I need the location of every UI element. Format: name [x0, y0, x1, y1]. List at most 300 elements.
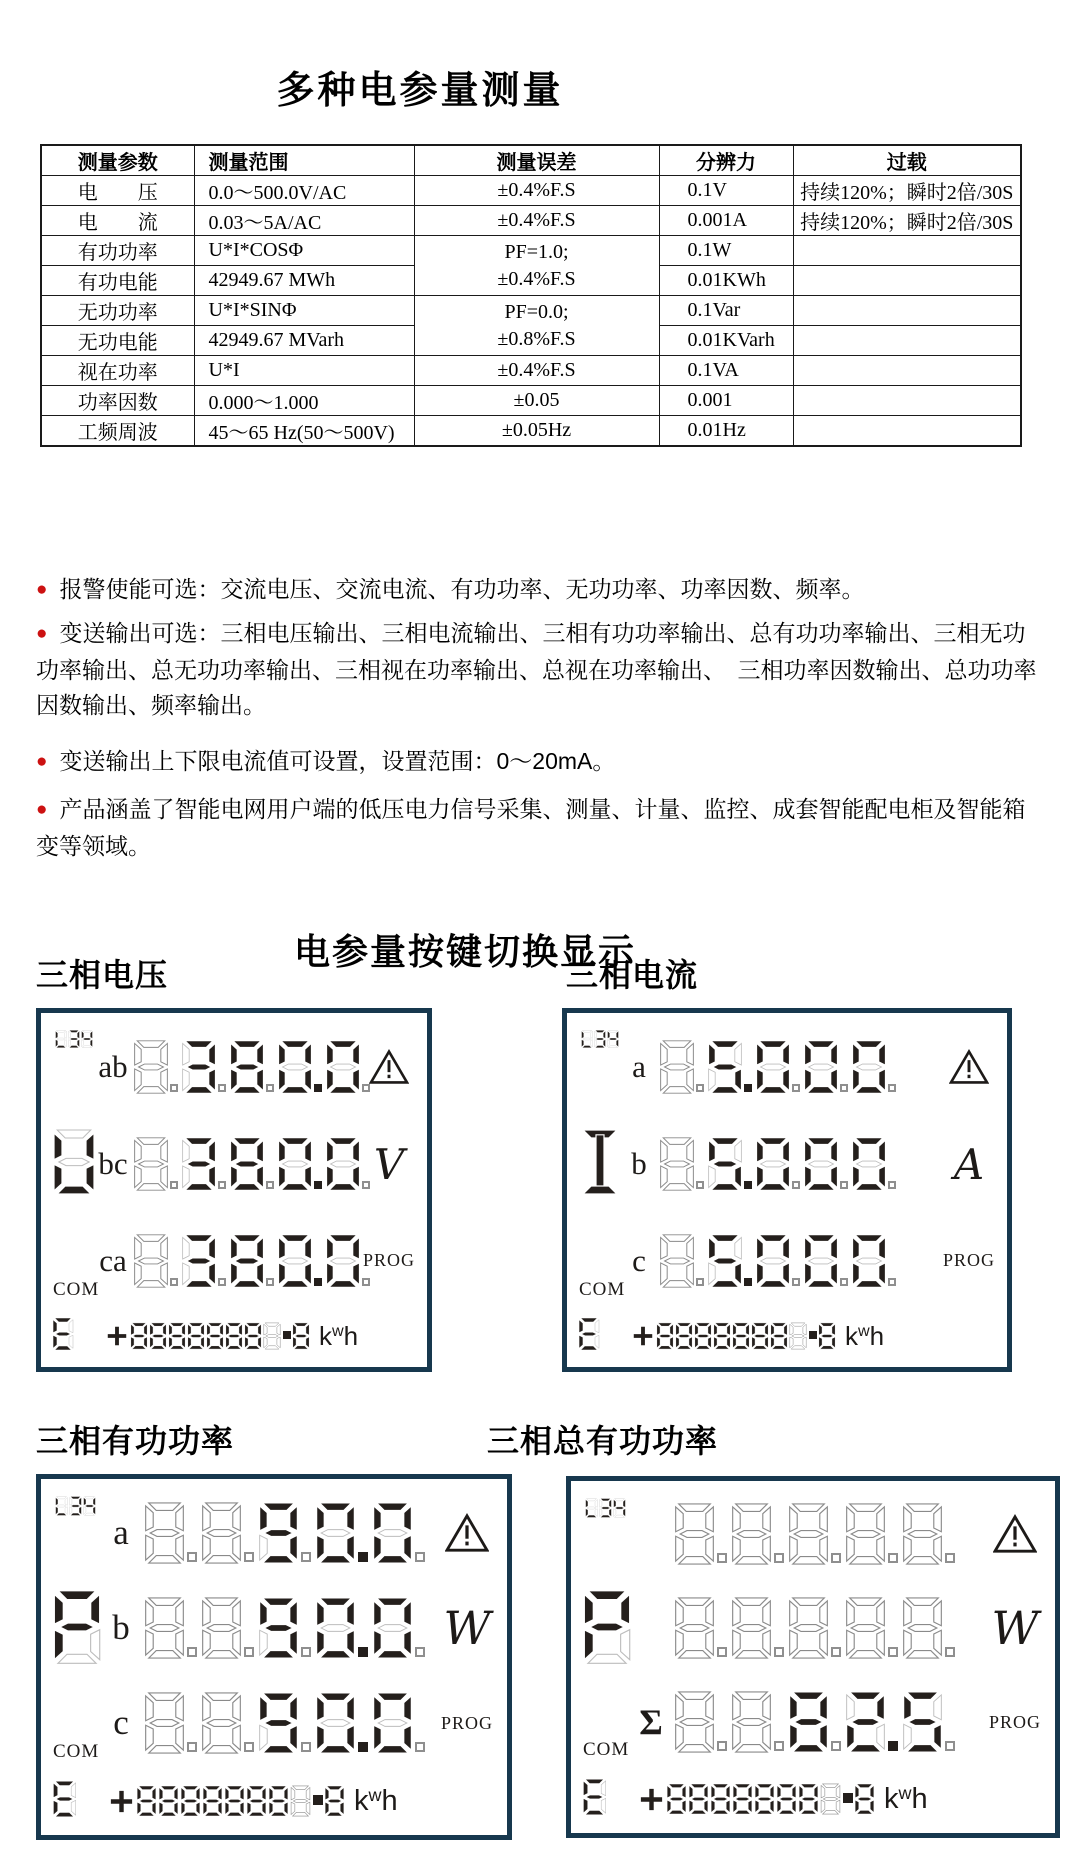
decimal-point — [301, 1552, 311, 1562]
lcd-digit — [181, 1039, 227, 1095]
lcd-digit — [851, 1039, 897, 1095]
decimal-point — [187, 1647, 197, 1657]
decimal-point — [244, 1742, 254, 1752]
lcd-value-row — [143, 1485, 437, 1580]
phase-row-label: b — [112, 1607, 130, 1647]
lcd-right-column — [985, 1487, 1045, 1769]
decimal-point — [945, 1647, 955, 1657]
lcd-digit — [371, 1501, 426, 1565]
com-label: COM — [579, 1279, 626, 1300]
decimal-point — [840, 1181, 848, 1189]
lcd-value-row — [673, 1581, 985, 1675]
energy-digit — [206, 1322, 224, 1350]
table-row — [41, 176, 1021, 206]
decimal-point — [314, 1278, 322, 1286]
energy-digit — [732, 1783, 753, 1815]
cell-error: ±0.05Hz — [414, 416, 659, 447]
energy-digit — [149, 1322, 167, 1350]
cell-range: U*I*COSΦ — [194, 236, 414, 266]
lcd-digit — [844, 1502, 899, 1566]
plus-sign-icon — [110, 1790, 133, 1813]
cell-overload — [793, 386, 1021, 416]
energy-decimal-point — [283, 1331, 291, 1339]
lcd-digits-area — [143, 1485, 437, 1771]
cell-range: 0.03～5A/AC — [194, 206, 414, 236]
phase-row-label: c — [113, 1703, 129, 1743]
lcd-digit — [371, 1691, 426, 1755]
decimal-point — [358, 1647, 368, 1657]
lcd-digit — [143, 1596, 198, 1660]
energy-digit — [688, 1783, 709, 1815]
energy-digit — [268, 1785, 289, 1817]
cell-resolution: 0.1VA — [659, 356, 793, 386]
decimal-point — [266, 1181, 274, 1189]
lcd-digit — [229, 1233, 275, 1289]
cell-resolution: 0.001 — [659, 386, 793, 416]
phase-row-label — [629, 1581, 673, 1675]
lcd-right-column — [941, 1019, 997, 1309]
lcd-digit — [229, 1136, 275, 1192]
phase-row-label: Σ — [639, 1702, 663, 1742]
cell-resolution: 0.1W — [659, 236, 793, 266]
cell-range: 45～65 Hz(50～500V) — [194, 416, 414, 447]
decimal-point — [301, 1742, 311, 1752]
phase-labels-column — [99, 1485, 143, 1771]
decimal-point — [415, 1647, 425, 1657]
decimal-point — [266, 1084, 274, 1092]
lcd-panel-voltage — [36, 1008, 432, 1372]
lcd-digit — [257, 1691, 312, 1755]
warning-icon — [361, 1019, 417, 1116]
phase-row-label — [629, 1487, 673, 1581]
phase-letter — [578, 1127, 622, 1202]
lcd-digit — [181, 1136, 227, 1192]
bullet-output-range — [36, 744, 1044, 781]
decimal-point — [187, 1742, 197, 1752]
decimal-point — [244, 1552, 254, 1562]
decimal-point — [717, 1553, 727, 1563]
energy-row — [51, 1309, 417, 1363]
cell-error-merged: PF=0.0; ±0.8%F.S — [414, 296, 659, 356]
decimal-point — [888, 1084, 896, 1092]
cell-error: ±0.4%F.S — [414, 206, 659, 236]
decimal-point — [888, 1278, 896, 1286]
energy-digit — [187, 1322, 205, 1350]
bullet-dot: ● — [36, 751, 48, 772]
decimal-point — [840, 1278, 848, 1286]
energy-row — [51, 1771, 497, 1831]
lcd-digit — [707, 1039, 753, 1095]
lcd-digit — [200, 1501, 255, 1565]
phase-labels-column — [629, 1487, 673, 1769]
lcd-value-row — [673, 1487, 985, 1581]
energy-digit — [798, 1783, 819, 1815]
decimal-point — [888, 1741, 898, 1751]
energy-label — [577, 1317, 601, 1356]
bullet-text: 产品涵盖了智能电网用户端的低压电力信号采集、测量、计量、监控、成套智能配电柜及智能箱变等领域。 — [36, 796, 1026, 859]
cell-overload: 持续120%；瞬时2倍/30S — [793, 176, 1021, 206]
lcd-digit — [659, 1039, 705, 1095]
plus-sign-icon — [633, 1326, 653, 1346]
phase-letter — [52, 1127, 96, 1202]
lcd-value-row — [133, 1019, 361, 1116]
lcd-value-row — [133, 1116, 361, 1213]
energy-digit — [818, 1322, 836, 1350]
cell-resolution: 0.1V — [659, 176, 793, 206]
lcd-value-row — [659, 1116, 941, 1213]
energy-digit — [130, 1322, 148, 1350]
lcd-digit — [901, 1502, 956, 1566]
section-title: 电参量按键切换显示 — [293, 930, 636, 972]
cell-resolution: 0.001A — [659, 206, 793, 236]
lcd-digit — [314, 1691, 369, 1755]
cell-error-merged: PF=1.0; ±0.4%F.S — [414, 236, 659, 296]
energy-digit — [675, 1322, 693, 1350]
cell-range: 42949.67 MVarh — [194, 326, 414, 356]
cell-param: 功率因数 — [41, 386, 194, 416]
phase-labels-column — [93, 1019, 133, 1309]
lcd-digit — [371, 1596, 426, 1660]
lcd-digit — [707, 1233, 753, 1289]
lcd-digit — [257, 1596, 312, 1660]
col-header: 分辨力 — [659, 145, 793, 176]
lcd-digit — [673, 1596, 728, 1660]
lcd-digit — [803, 1233, 849, 1289]
energy-label — [51, 1780, 78, 1823]
lcd-left-column — [577, 1019, 626, 1309]
energy-decimal-point — [313, 1795, 323, 1805]
lcd-digit — [730, 1596, 785, 1660]
bullet-dot: ● — [36, 623, 48, 644]
lcd-digit — [277, 1233, 323, 1289]
plus-sign-icon — [107, 1326, 127, 1346]
unit-label: A — [953, 1139, 985, 1189]
decimal-point — [792, 1084, 800, 1092]
decimal-point — [744, 1181, 752, 1189]
energy-digit — [666, 1783, 687, 1815]
decimal-point — [774, 1647, 784, 1657]
decimal-point — [218, 1181, 226, 1189]
decimal-point — [415, 1552, 425, 1562]
decimal-point — [170, 1084, 178, 1092]
lcd-panel-total-active-power — [566, 1476, 1060, 1838]
table-row — [41, 416, 1021, 447]
decimal-point — [831, 1647, 841, 1657]
cell-range: U*I*SINΦ — [194, 296, 414, 326]
bullet-text: 变送输出上下限电流值可设置，设置范围：0～20mA。 — [59, 748, 616, 774]
lcd-digit — [181, 1233, 227, 1289]
cell-param: 电 压 — [41, 176, 194, 206]
energy-digit — [754, 1783, 775, 1815]
bullet-applications — [36, 792, 1044, 864]
panel-heading-current: 三相电流 — [566, 957, 699, 993]
lcd-panel-current — [562, 1008, 1012, 1372]
lcd-digit — [844, 1596, 899, 1660]
phase-row-label: a — [113, 1512, 129, 1552]
lcd-digit — [755, 1039, 801, 1095]
decimal-point — [744, 1084, 752, 1092]
lcd-left-column — [581, 1487, 629, 1769]
lcd-digit — [277, 1039, 323, 1095]
bullet-dot: ● — [36, 799, 48, 820]
lcd-digit — [673, 1502, 728, 1566]
decimal-point — [301, 1647, 311, 1657]
cell-resolution: 0.01Hz — [659, 416, 793, 447]
decimal-point — [218, 1084, 226, 1092]
energy-digit — [244, 1322, 262, 1350]
warning-icon — [985, 1487, 1045, 1581]
table-row — [41, 356, 1021, 386]
lcd-digit — [707, 1136, 753, 1192]
energy-ghost-digit — [290, 1785, 311, 1817]
lcd-digit — [730, 1502, 785, 1566]
decimal-point — [170, 1278, 178, 1286]
lcd-value-row — [143, 1676, 437, 1771]
wiring-mode-indicator — [585, 1497, 626, 1519]
lcd-digits-area — [673, 1487, 985, 1769]
warning-icon — [941, 1019, 997, 1116]
com-label: COM — [583, 1739, 630, 1760]
cell-overload: 持续120%；瞬时2倍/30S — [793, 206, 1021, 236]
cell-resolution: 0.01KVarh — [659, 326, 793, 356]
cell-overload — [793, 356, 1021, 386]
decimal-point — [792, 1278, 800, 1286]
wiring-mode-indicator — [581, 1029, 619, 1049]
energy-decimal-point — [843, 1793, 853, 1803]
energy-ghost-digit — [789, 1322, 807, 1350]
cell-overload — [793, 236, 1021, 266]
lcd-right-column — [361, 1019, 417, 1309]
cell-overload — [793, 326, 1021, 356]
spec-table-body — [41, 145, 1021, 446]
cell-range: 0.0～500.0V/AC — [194, 176, 414, 206]
lcd-digit — [844, 1690, 899, 1754]
energy-digit — [136, 1785, 157, 1817]
energy-label — [581, 1778, 608, 1821]
wiring-mode-indicator — [55, 1029, 93, 1049]
energy-row — [581, 1769, 1045, 1829]
energy-ghost-digit — [820, 1783, 841, 1815]
lcd-digit — [851, 1233, 897, 1289]
lcd-left-column — [51, 1019, 100, 1309]
energy-digit — [168, 1322, 186, 1350]
lcd-digit — [659, 1136, 705, 1192]
lcd-digit — [803, 1136, 849, 1192]
lcd-digit — [755, 1233, 801, 1289]
phase-row-label: a — [632, 1049, 646, 1085]
phase-row-label: b — [631, 1146, 647, 1181]
energy-digit — [656, 1322, 674, 1350]
cell-param: 电 流 — [41, 206, 194, 236]
energy-unit: $k^wh$ — [319, 1320, 359, 1351]
bullet-transmit-options — [36, 616, 1044, 723]
decimal-point — [945, 1741, 955, 1751]
cell-param: 无功电能 — [41, 326, 194, 356]
lcd-digit — [314, 1501, 369, 1565]
lcd-digit — [730, 1690, 785, 1754]
lcd-digit — [257, 1501, 312, 1565]
lcd-digit — [229, 1039, 275, 1095]
lcd-digit — [787, 1502, 842, 1566]
energy-ghost-digit — [263, 1322, 281, 1350]
energy-label — [51, 1317, 75, 1356]
plus-sign-icon — [640, 1788, 663, 1811]
lcd-main-area — [51, 1019, 417, 1309]
decimal-point — [266, 1278, 274, 1286]
lcd-panel-active-power — [36, 1474, 512, 1840]
cell-param: 工频周波 — [41, 416, 194, 447]
lcd-digit — [901, 1596, 956, 1660]
phase-row-label: ab — [98, 1049, 128, 1085]
decimal-point — [792, 1181, 800, 1189]
decimal-point — [696, 1181, 704, 1189]
table-row — [41, 206, 1021, 236]
lcd-digit — [314, 1596, 369, 1660]
lcd-main-area — [577, 1019, 997, 1309]
decimal-point — [840, 1084, 848, 1092]
energy-digit — [158, 1785, 179, 1817]
prog-label: PROG — [942, 1250, 995, 1271]
decimal-point — [187, 1552, 197, 1562]
com-label: COM — [53, 1741, 100, 1762]
energy-digit — [854, 1783, 875, 1815]
energy-digit — [732, 1322, 750, 1350]
energy-digit — [180, 1785, 201, 1817]
lcd-right-column — [437, 1485, 497, 1771]
cell-param: 无功功率 — [41, 296, 194, 326]
cell-overload — [793, 296, 1021, 326]
warning-icon — [437, 1485, 497, 1580]
energy-unit: $k^wh$ — [884, 1782, 928, 1815]
lcd-digit — [851, 1136, 897, 1192]
decimal-point — [696, 1084, 704, 1092]
bullet-dot: ● — [36, 579, 48, 600]
lcd-digit — [200, 1596, 255, 1660]
decimal-point — [717, 1741, 727, 1751]
unit-label: V — [373, 1139, 405, 1189]
lcd-main-area — [581, 1487, 1045, 1769]
bullet-alarm — [36, 572, 1044, 609]
energy-digit — [694, 1322, 712, 1350]
lcd-value-row — [673, 1675, 985, 1769]
energy-digit — [776, 1783, 797, 1815]
cell-resolution: 0.01KWh — [659, 266, 793, 296]
cell-overload — [793, 266, 1021, 296]
bullet-text: 报警使能可选：交流电压、交流电流、有功功率、无功功率、功率因数、频率。 — [59, 576, 865, 602]
lcd-value-row — [133, 1212, 361, 1309]
lcd-digit — [901, 1690, 956, 1754]
energy-digit — [713, 1322, 731, 1350]
decimal-point — [831, 1553, 841, 1563]
lcd-digit — [143, 1501, 198, 1565]
table-row — [41, 296, 1021, 326]
cell-param: 有功电能 — [41, 266, 194, 296]
lcd-digit — [133, 1136, 179, 1192]
energy-digit — [751, 1322, 769, 1350]
col-header: 测量范围 — [194, 145, 414, 176]
decimal-point — [696, 1278, 704, 1286]
cell-range: 0.000～1.000 — [194, 386, 414, 416]
phase-row-label: bc — [98, 1146, 128, 1181]
lcd-digit — [755, 1136, 801, 1192]
lcd-digit — [673, 1690, 728, 1754]
panel-heading-active-power: 三相有功功率 — [36, 1423, 235, 1459]
panel-heading-total-active-power: 三相总有功功率 — [487, 1423, 719, 1459]
lcd-digit — [133, 1233, 179, 1289]
lcd-digit — [133, 1039, 179, 1095]
lcd-digit — [659, 1233, 705, 1289]
decimal-point — [888, 1647, 898, 1657]
decimal-point — [170, 1181, 178, 1189]
energy-digit — [292, 1322, 310, 1350]
decimal-point — [415, 1742, 425, 1752]
spec-table — [40, 144, 1022, 447]
decimal-point — [774, 1553, 784, 1563]
cell-param: 视在功率 — [41, 356, 194, 386]
decimal-point — [358, 1552, 368, 1562]
cell-resolution: 0.1Var — [659, 296, 793, 326]
unit-label: W — [991, 1601, 1039, 1655]
bullet-text: 变送输出可选：三相电压输出、三相电流输出、三相有功功率输出、总有功功率输出、三相无功功率输出、总无功功率输出、三相视在功率输出、总视在功率输出、 三相功率因数输出、总功功率因数输出、频率输出。 — [36, 620, 1037, 718]
page-title: 多种电参量测量 — [276, 70, 564, 113]
lcd-value-row — [659, 1212, 941, 1309]
com-label: COM — [53, 1279, 100, 1300]
prog-label: PROG — [440, 1712, 493, 1733]
decimal-point — [314, 1084, 322, 1092]
energy-unit: $k^wh$ — [845, 1320, 885, 1351]
unit-label: W — [443, 1600, 491, 1655]
phase-letter — [52, 1588, 102, 1671]
lcd-digit — [200, 1691, 255, 1755]
lcd-main-area — [51, 1485, 497, 1771]
table-row — [41, 236, 1021, 266]
phase-row-label: ca — [99, 1242, 127, 1278]
lcd-value-row — [659, 1019, 941, 1116]
phase-row-label: c — [632, 1242, 646, 1278]
lcd-left-column — [51, 1485, 99, 1771]
cell-overload — [793, 416, 1021, 447]
decimal-point — [888, 1181, 896, 1189]
decimal-point — [218, 1278, 226, 1286]
wiring-mode-indicator — [55, 1495, 96, 1517]
cell-error: ±0.4%F.S — [414, 176, 659, 206]
col-header: 测量参数 — [41, 145, 194, 176]
energy-digit — [710, 1783, 731, 1815]
energy-digit — [770, 1322, 788, 1350]
lcd-value-row — [143, 1580, 437, 1675]
energy-decimal-point — [809, 1331, 817, 1339]
prog-label: PROG — [362, 1250, 415, 1271]
lcd-digit — [277, 1136, 323, 1192]
energy-digit — [202, 1785, 223, 1817]
phase-letter — [582, 1588, 632, 1671]
col-header: 测量误差 — [414, 145, 659, 176]
cell-param: 有功功率 — [41, 236, 194, 266]
lcd-digit — [803, 1039, 849, 1095]
cell-range: U*I — [194, 356, 414, 386]
cell-range: 42949.67 MWh — [194, 266, 414, 296]
energy-unit: $k^wh$ — [354, 1784, 398, 1817]
phase-labels-column — [619, 1019, 659, 1309]
lcd-digits-area — [659, 1019, 941, 1309]
energy-digit — [246, 1785, 267, 1817]
decimal-point — [314, 1181, 322, 1189]
energy-digit — [224, 1785, 245, 1817]
decimal-point — [945, 1553, 955, 1563]
col-header: 过载 — [793, 145, 1021, 176]
decimal-point — [888, 1553, 898, 1563]
decimal-point — [744, 1278, 752, 1286]
